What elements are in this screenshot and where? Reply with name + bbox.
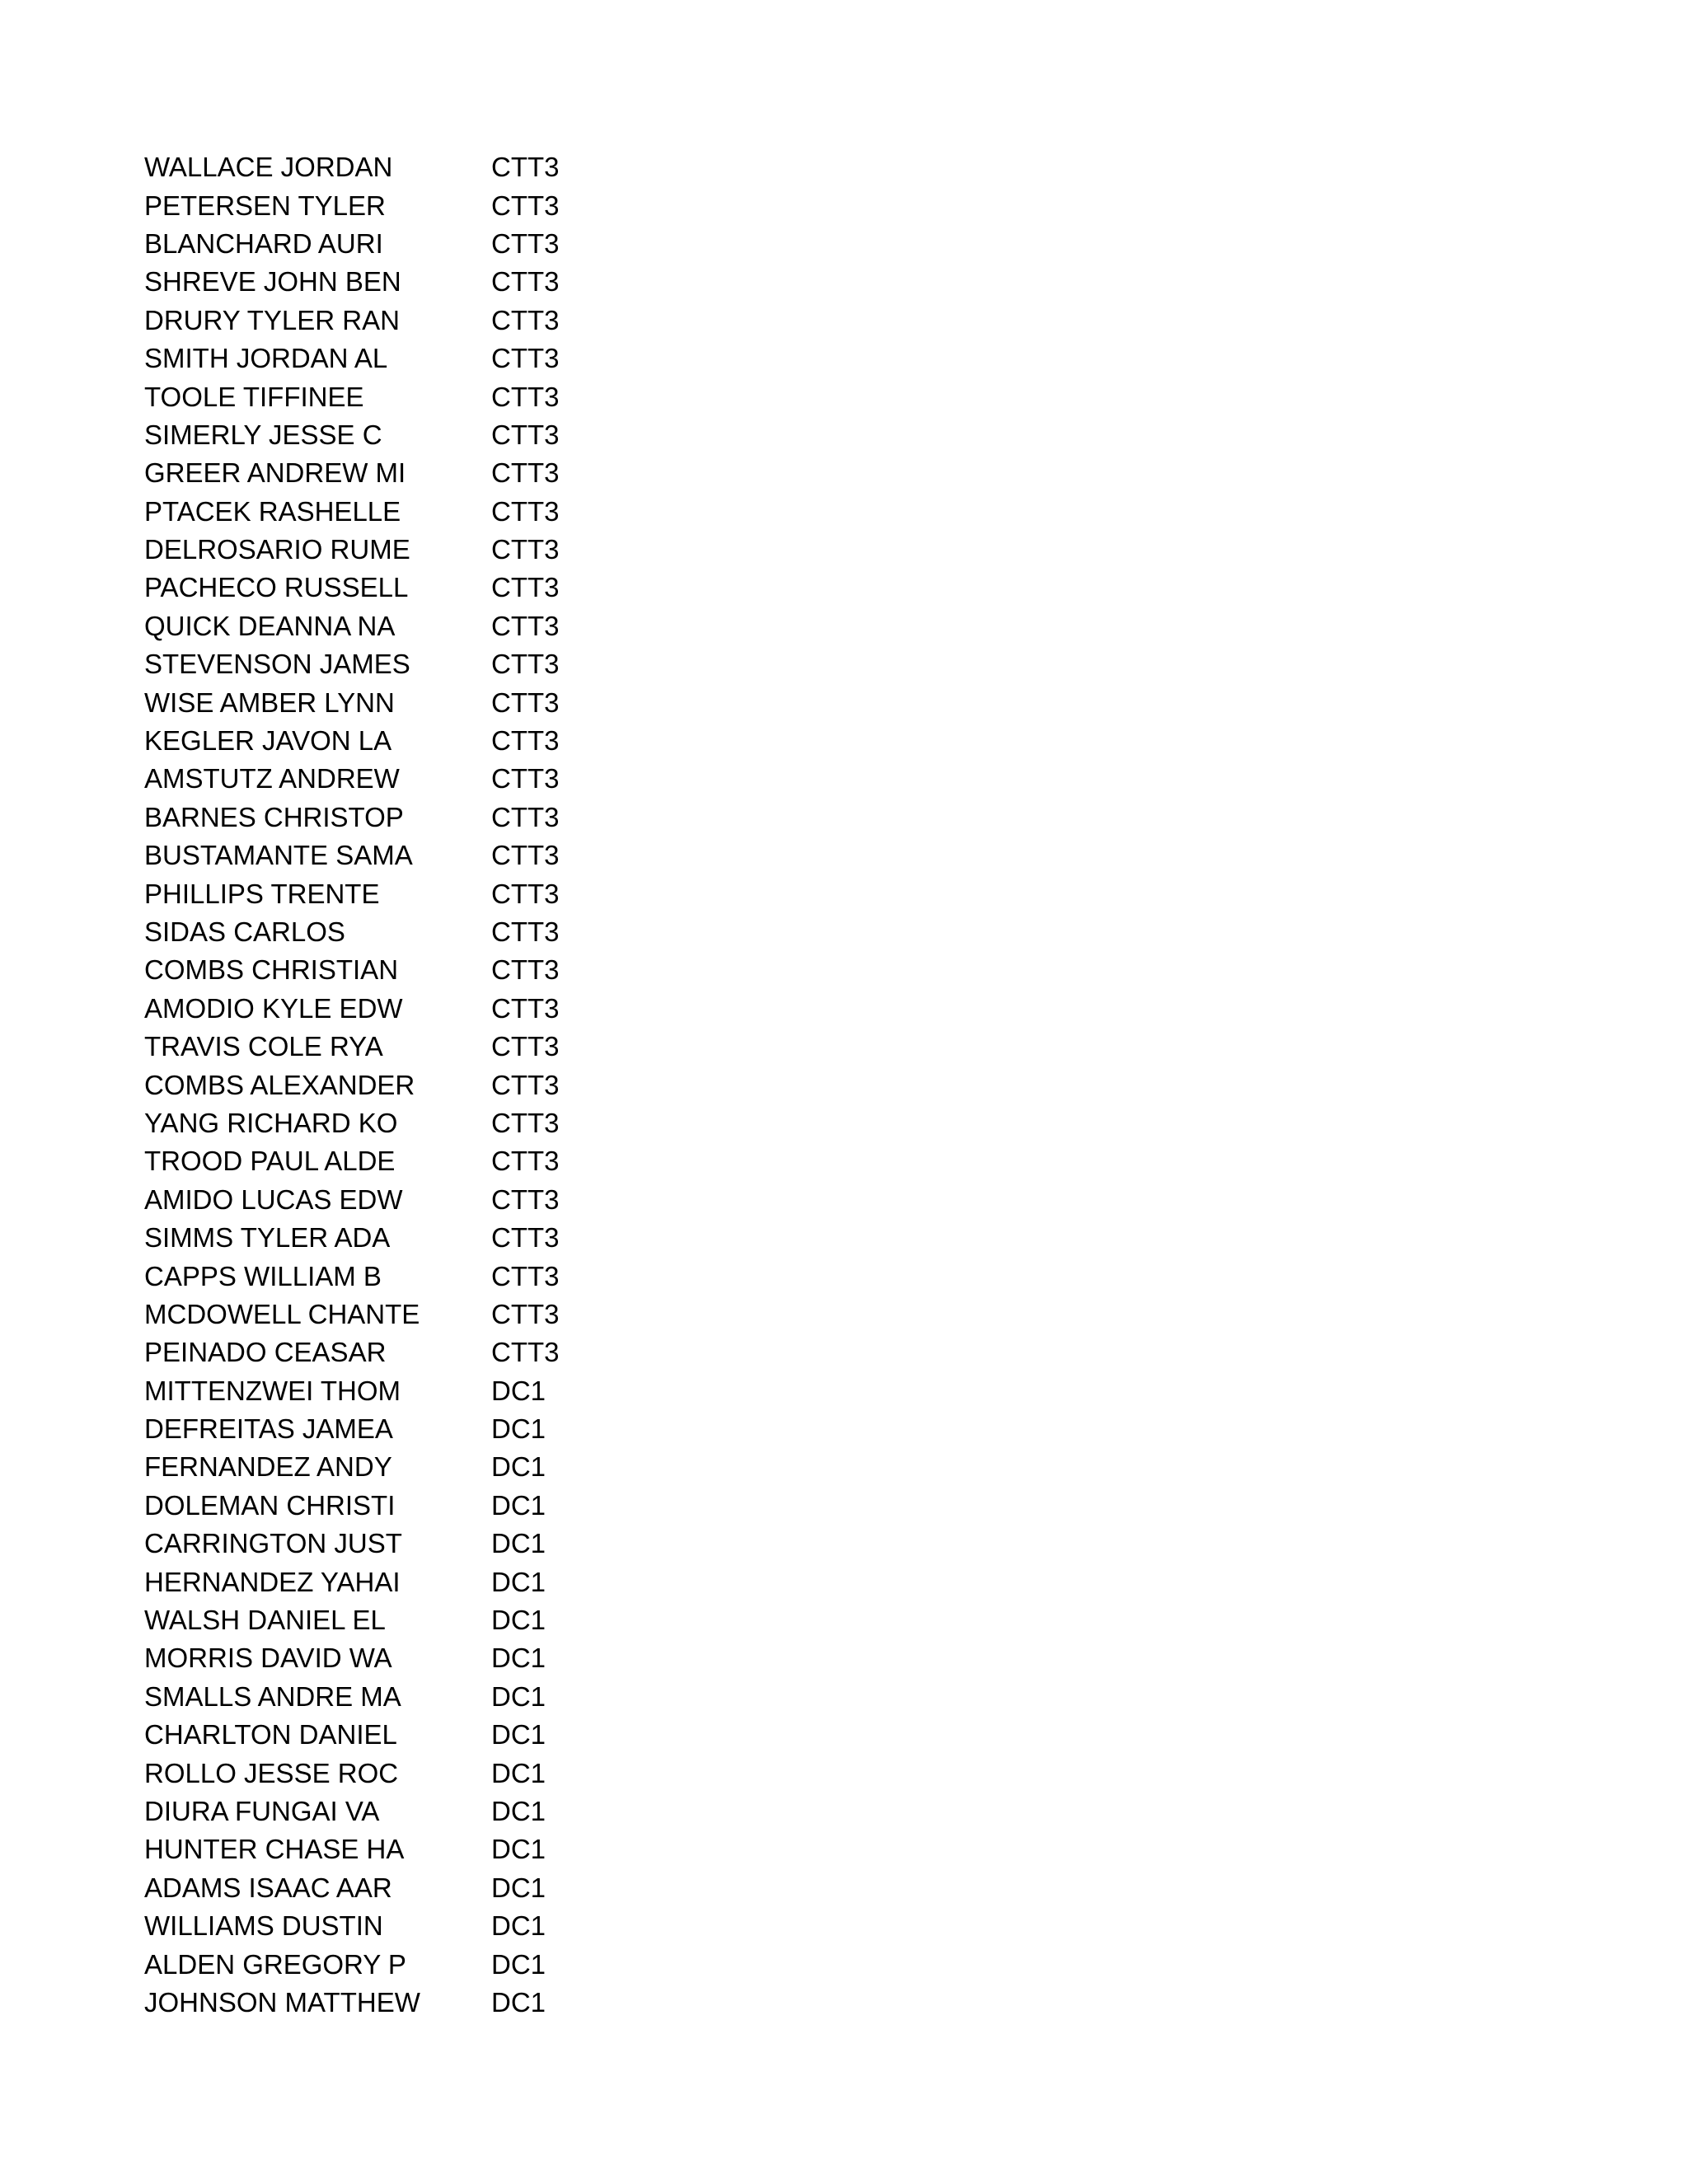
person-name: SIDAS CARLOS — [144, 916, 345, 947]
group-code: CTT3 — [491, 1337, 560, 1368]
group-code: DC1 — [491, 1375, 546, 1406]
person-name: CAPPS WILLIAM B — [144, 1260, 382, 1291]
list-item — [144, 951, 721, 989]
person-name: COMBS ALEXANDER — [144, 1069, 415, 1100]
list-item — [144, 913, 721, 951]
list-item — [144, 1448, 721, 1486]
person-name: DEFREITAS JAMEA — [144, 1413, 393, 1445]
group-code: CTT3 — [491, 992, 560, 1024]
group-code: DC1 — [491, 1489, 546, 1521]
group-code: CTT3 — [491, 878, 560, 909]
list-item — [144, 874, 721, 912]
person-name: CHARLTON DANIEL — [144, 1719, 397, 1750]
group-code: DC1 — [491, 1643, 546, 1674]
group-code: CTT3 — [491, 1069, 560, 1100]
group-code: CTT3 — [491, 381, 560, 412]
group-code: CTT3 — [491, 840, 560, 871]
group-code: CTT3 — [491, 457, 560, 489]
list-item — [144, 1678, 721, 1716]
person-name: SMITH JORDAN AL — [144, 343, 388, 374]
group-code: CTT3 — [491, 495, 560, 527]
group-code: CTT3 — [491, 1222, 560, 1254]
list-item — [144, 1296, 721, 1333]
list-item — [144, 1869, 721, 1907]
person-name: MORRIS DAVID WA — [144, 1643, 392, 1674]
person-name: SIMERLY JESSE C — [144, 419, 382, 450]
person-name: DOLEMAN CHRISTI — [144, 1489, 396, 1521]
list-item — [144, 1219, 721, 1257]
person-name: PEINADO CEASAR — [144, 1337, 387, 1368]
group-code: CTT3 — [491, 1183, 560, 1215]
group-code: DC1 — [491, 1757, 546, 1788]
person-name: QUICK DEANNA NA — [144, 610, 396, 641]
group-code: DC1 — [491, 1986, 546, 2018]
group-code: CTT3 — [491, 266, 560, 298]
person-name: KEGLER JAVON LA — [144, 725, 392, 757]
person-name: HERNANDEZ YAHAI — [144, 1566, 401, 1597]
person-name: PACHECO RUSSELL — [144, 572, 409, 603]
group-code: CTT3 — [491, 649, 560, 680]
list-item — [144, 1984, 721, 2022]
list-item — [144, 683, 721, 721]
list-item — [144, 1066, 721, 1104]
group-code: CTT3 — [491, 419, 560, 450]
list-item — [144, 1525, 721, 1563]
group-code: CTT3 — [491, 343, 560, 374]
group-code: CTT3 — [491, 227, 560, 259]
list-item — [144, 340, 721, 377]
list-item — [144, 990, 721, 1028]
person-name: BLANCHARD AURI — [144, 227, 383, 259]
group-code: CTT3 — [491, 801, 560, 832]
person-name: GREER ANDREW MI — [144, 457, 406, 489]
person-name: STEVENSON JAMES — [144, 649, 410, 680]
list-item — [144, 1333, 721, 1371]
group-code: CTT3 — [491, 1146, 560, 1177]
list-item — [144, 1181, 721, 1219]
list-item — [144, 416, 721, 454]
list-item — [144, 722, 721, 760]
group-code: DC1 — [491, 1910, 546, 1942]
person-name: AMSTUTZ ANDREW — [144, 763, 400, 794]
list-item — [144, 1830, 721, 1868]
person-name: COMBS CHRISTIAN — [144, 954, 399, 986]
person-name: PHILLIPS TRENTE — [144, 878, 380, 909]
list-item — [144, 837, 721, 874]
group-code: CTT3 — [491, 190, 560, 221]
list-item — [144, 569, 721, 607]
list-item — [144, 1257, 721, 1295]
person-name: AMODIO KYLE EDW — [144, 992, 403, 1024]
person-name: MCDOWELL CHANTE — [144, 1298, 420, 1329]
person-name: DELROSARIO RUME — [144, 534, 410, 565]
list-item — [144, 1907, 721, 1945]
person-name: SHREVE JOHN BEN — [144, 266, 401, 298]
list-item — [144, 186, 721, 224]
person-name: ALDEN GREGORY P — [144, 1948, 406, 1980]
group-code: CTT3 — [491, 1260, 560, 1291]
group-code: DC1 — [491, 1680, 546, 1712]
person-name: ROLLO JESSE ROC — [144, 1757, 399, 1788]
group-code: DC1 — [491, 1605, 546, 1636]
person-name: FERNANDEZ ANDY — [144, 1451, 392, 1483]
person-name: JOHNSON MATTHEW — [144, 1986, 420, 2018]
person-name: BARNES CHRISTOP — [144, 801, 404, 832]
list-item — [144, 1754, 721, 1792]
group-code: DC1 — [491, 1413, 546, 1445]
list-item — [144, 454, 721, 492]
list-item — [144, 1793, 721, 1830]
list-item — [144, 799, 721, 837]
person-name: WILLIAMS DUSTIN — [144, 1910, 383, 1942]
group-code: DC1 — [491, 1451, 546, 1483]
list-item — [144, 760, 721, 798]
list-item — [144, 1142, 721, 1180]
person-name: DIURA FUNGAI VA — [144, 1795, 380, 1826]
person-name: MITTENZWEI THOM — [144, 1375, 401, 1406]
person-name: DRURY TYLER RAN — [144, 304, 400, 335]
group-code: DC1 — [491, 1872, 546, 1903]
person-name: WALLACE JORDAN — [144, 152, 393, 183]
person-name: TROOD PAUL ALDE — [144, 1146, 396, 1177]
group-code: CTT3 — [491, 572, 560, 603]
list-item — [144, 607, 721, 645]
list-item — [144, 531, 721, 569]
person-name: AMIDO LUCAS EDW — [144, 1183, 403, 1215]
list-item — [144, 1945, 721, 1983]
person-name: BUSTAMANTE SAMA — [144, 840, 413, 871]
roster-list — [144, 148, 721, 2022]
group-code: DC1 — [491, 1795, 546, 1826]
person-name: PETERSEN TYLER — [144, 190, 386, 221]
list-item — [144, 377, 721, 415]
list-item — [144, 1563, 721, 1601]
person-name: WALSH DANIEL EL — [144, 1605, 386, 1636]
list-item — [144, 1716, 721, 1754]
person-name: TOOLE TIFFINEE — [144, 381, 364, 412]
person-name: TRAVIS COLE RYA — [144, 1031, 383, 1062]
group-code: DC1 — [491, 1948, 546, 1980]
group-code: CTT3 — [491, 152, 560, 183]
group-code: CTT3 — [491, 534, 560, 565]
group-code: CTT3 — [491, 304, 560, 335]
group-code: CTT3 — [491, 725, 560, 757]
person-name: CARRINGTON JUST — [144, 1528, 402, 1559]
person-name: SIMMS TYLER ADA — [144, 1222, 391, 1254]
list-item — [144, 148, 721, 186]
list-item — [144, 493, 721, 531]
person-name: WISE AMBER LYNN — [144, 687, 395, 718]
list-item — [144, 302, 721, 340]
person-name: YANG RICHARD KO — [144, 1107, 398, 1138]
person-name: HUNTER CHASE HA — [144, 1834, 405, 1865]
group-code: CTT3 — [491, 763, 560, 794]
group-code: CTT3 — [491, 954, 560, 986]
person-name: ADAMS ISAAC AAR — [144, 1872, 392, 1903]
group-code: DC1 — [491, 1719, 546, 1750]
person-name: PTACEK RASHELLE — [144, 495, 401, 527]
group-code: DC1 — [491, 1528, 546, 1559]
group-code: CTT3 — [491, 687, 560, 718]
list-item — [144, 1028, 721, 1066]
list-item — [144, 1487, 721, 1525]
group-code: CTT3 — [491, 1298, 560, 1329]
list-item — [144, 1372, 721, 1410]
list-item — [144, 1410, 721, 1448]
list-item — [144, 645, 721, 683]
group-code: DC1 — [491, 1566, 546, 1597]
person-name: SMALLS ANDRE MA — [144, 1680, 401, 1712]
group-code: CTT3 — [491, 1031, 560, 1062]
list-item — [144, 225, 721, 263]
list-item — [144, 1639, 721, 1677]
group-code: DC1 — [491, 1834, 546, 1865]
group-code: CTT3 — [491, 610, 560, 641]
group-code: CTT3 — [491, 916, 560, 947]
list-item — [144, 263, 721, 301]
list-item — [144, 1104, 721, 1142]
list-item — [144, 1601, 721, 1639]
group-code: CTT3 — [491, 1107, 560, 1138]
